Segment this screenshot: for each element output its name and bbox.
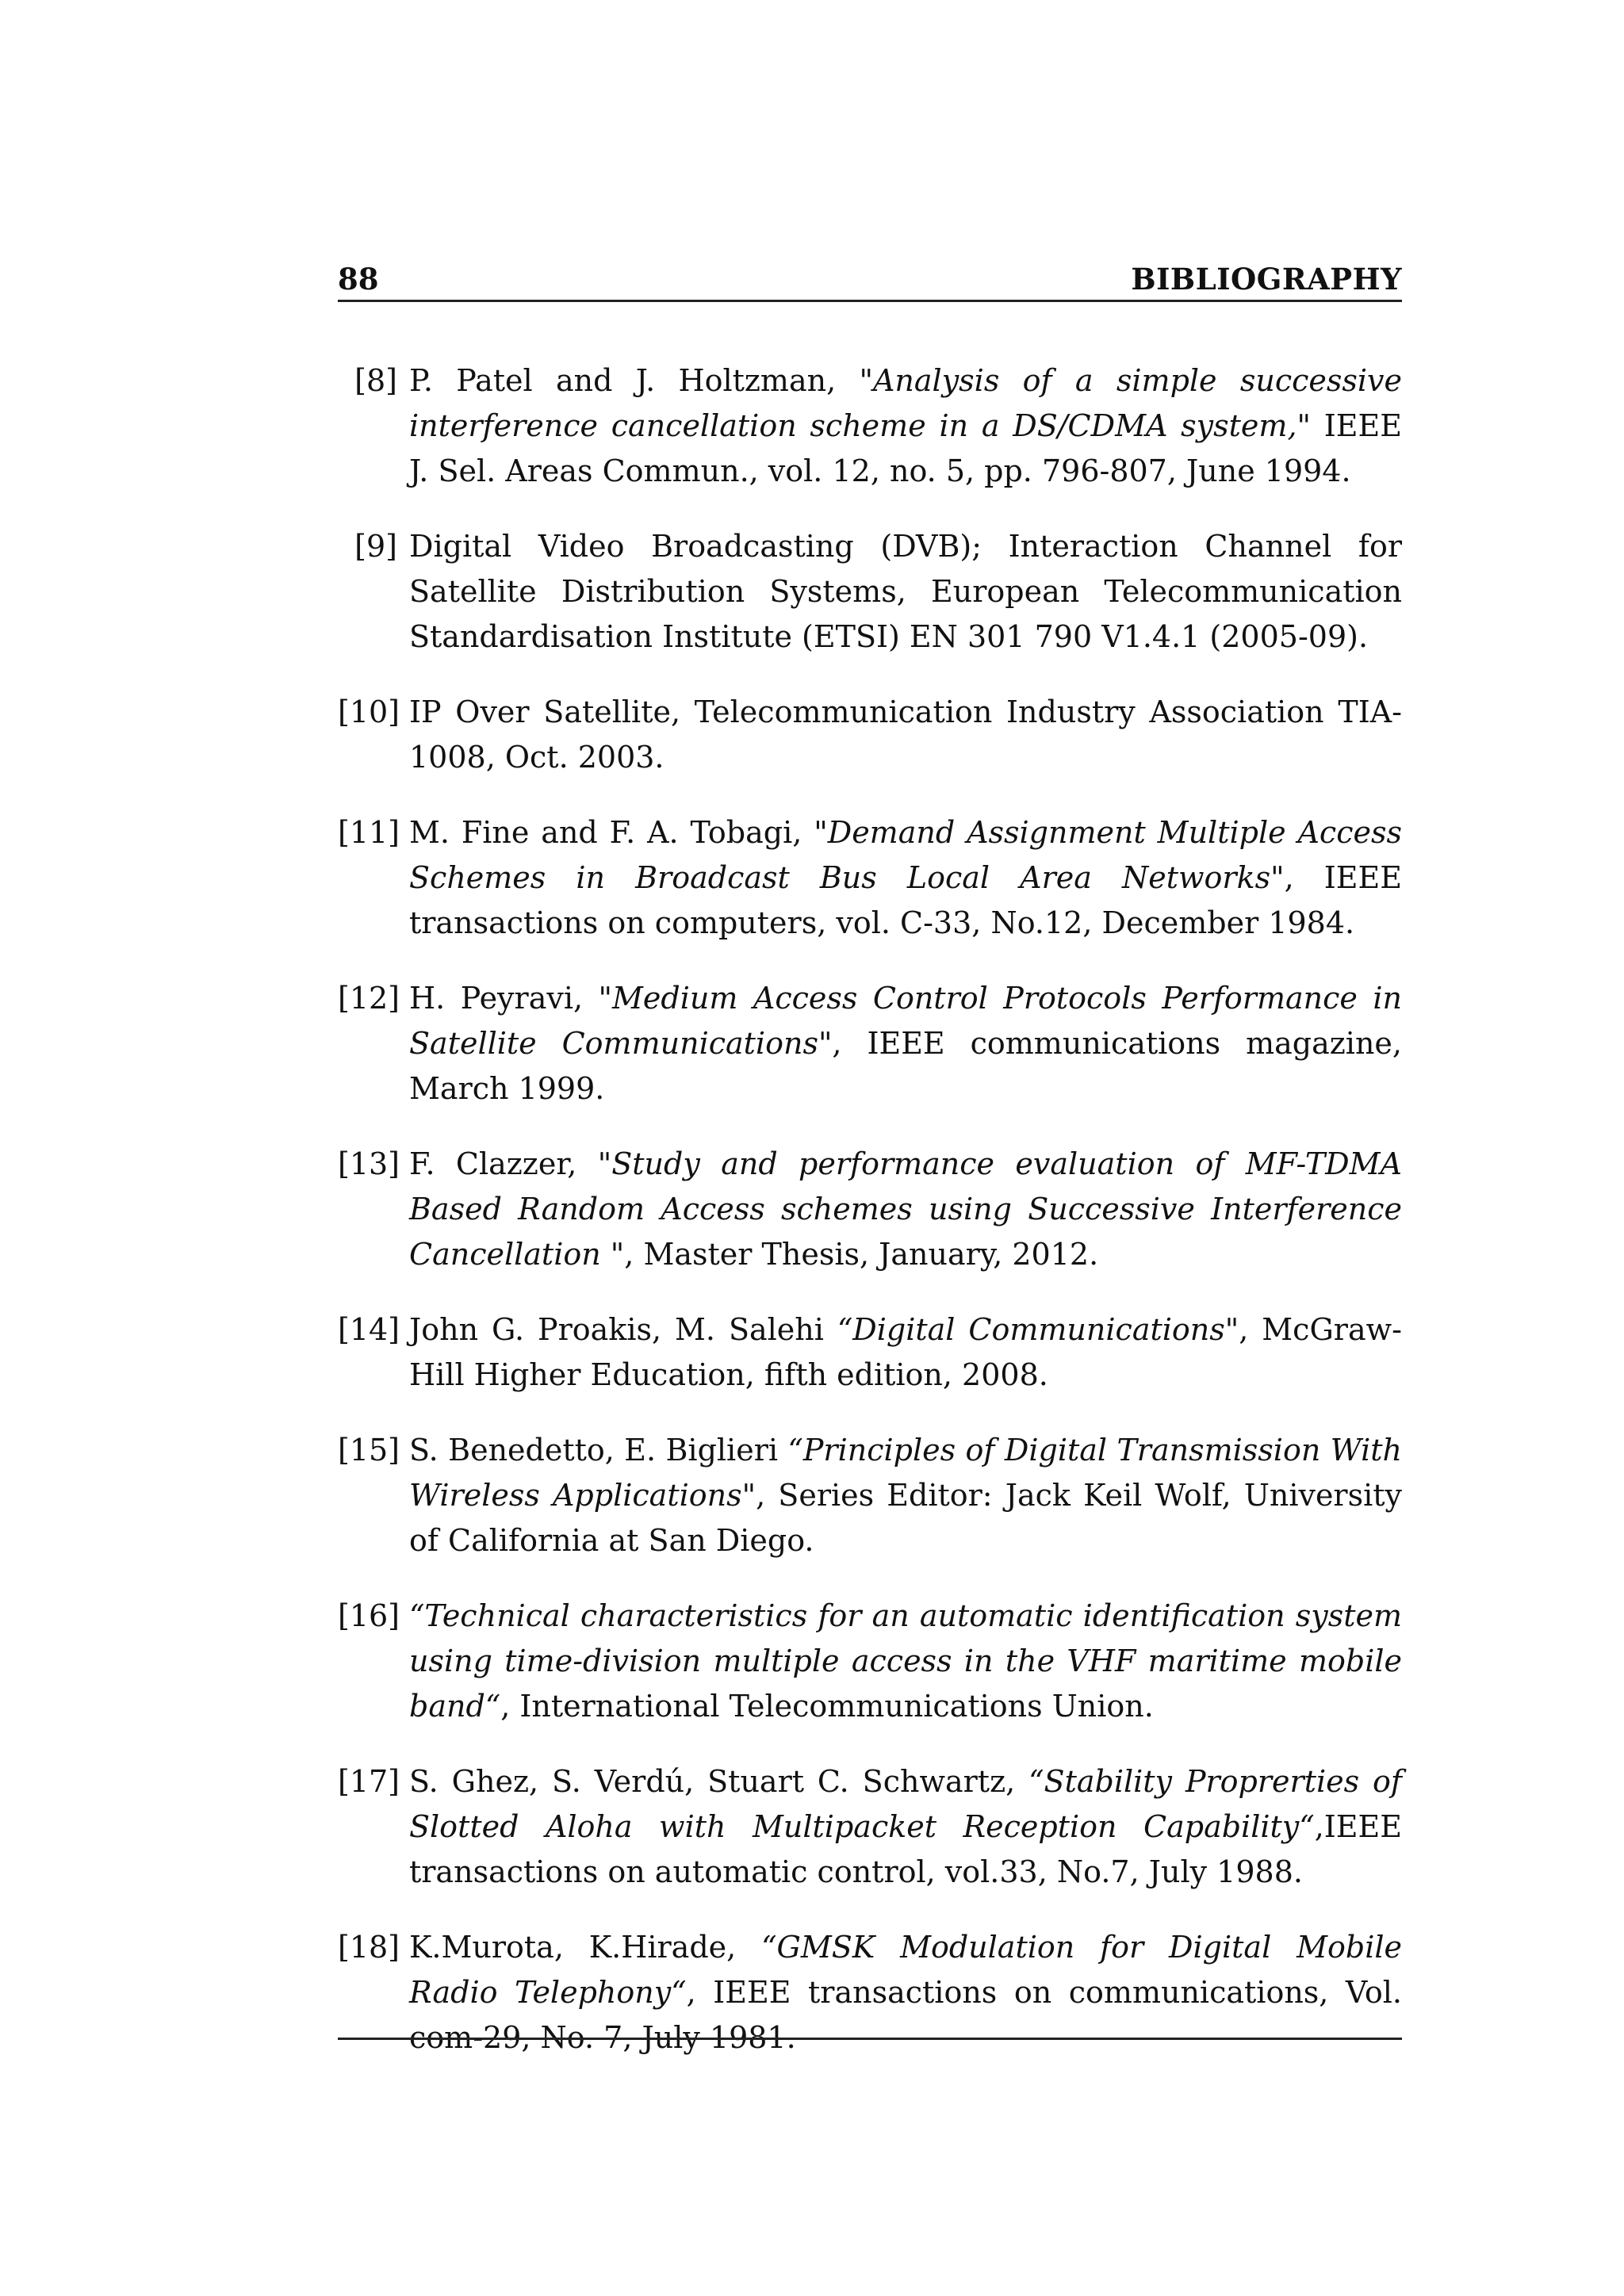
reference-text: [409, 1594, 1402, 1729]
reference-details: , Series Editor: Jack Keil Wolf, University of California at San Diego.: [409, 1478, 1402, 1558]
page-number: 88: [338, 262, 379, 297]
bibliography-entry-15: [338, 1428, 1402, 1563]
reference-details: , IEEE transactions on communications, Vol. com-29, No. 7, July 1981.: [409, 1975, 1402, 2055]
reference-text: [409, 690, 1402, 780]
footer-rule: [338, 2038, 1402, 2040]
reference-label: [8]: [354, 363, 397, 398]
reference-label: [9]: [354, 529, 397, 564]
reference-label: [15]: [338, 1433, 400, 1468]
reference-text: [409, 524, 1402, 660]
reference-title: “Principles of Digital Transmission With Wireless Applications": [409, 1433, 1402, 1513]
reference-authors: IP Over Satellite, Telecommunication Industry Association TIA-1008, Oct. 2003.: [409, 695, 1402, 775]
reference-details: IEEE J. Sel. Areas Commun., vol. 12, no. 5, pp. 796-807, June 1994.: [409, 408, 1402, 488]
reference-title: "Medium Access Control Protocols Performance in Satellite Communications": [409, 981, 1403, 1061]
reference-authors: S. Benedetto, E. Biglieri: [409, 1433, 788, 1468]
reference-text: [409, 1428, 1402, 1563]
reference-authors: John G. Proakis, M. Salehi: [409, 1312, 837, 1347]
reference-text: [409, 358, 1402, 494]
reference-authors: S. Ghez, S. Verdú, Stuart C. Schwartz,: [409, 1764, 1029, 1799]
reference-text: [409, 1307, 1402, 1398]
reference-title: "Analysis of a simple successive interference cancellation scheme in a DS/CDMA system,": [409, 363, 1402, 443]
reference-authors: K.Murota, K.Hirade,: [409, 1930, 762, 1965]
reference-title: “Technical characteristics for an automatic identification system using time-division multiple access in the VHF maritime mobile band“: [409, 1598, 1402, 1724]
reference-text: [409, 1759, 1402, 1895]
reference-text: [409, 976, 1402, 1112]
reference-title: "Demand Assignment Multiple Access Schemes in Broadcast Bus Local Area Networks": [409, 815, 1402, 895]
reference-details: ,IEEE transactions on automatic control, vol.33, No.7, July 1988.: [409, 1809, 1402, 1889]
bibliography-entry-12: [338, 976, 1402, 1112]
reference-authors: P. Patel and J. Holtzman,: [409, 363, 860, 398]
reference-title: "Study and performance evaluation of MF-TDMA Based Random Access schemes using Successive Interference Cancellation ": [409, 1146, 1402, 1272]
bibliography-entry-8: [338, 358, 1402, 494]
bibliography-list: [338, 358, 1402, 2091]
bibliography-entry-11: [338, 810, 1402, 946]
bibliography-entry-9: [338, 524, 1402, 660]
reference-authors: H. Peyravi,: [409, 981, 599, 1016]
reference-details: , International Telecommunications Union.: [500, 1689, 1154, 1724]
reference-label: [17]: [338, 1764, 400, 1799]
running-header: [338, 263, 1402, 302]
reference-authors: M. Fine and F. A. Tobagi,: [409, 815, 814, 850]
reference-details: , Master Thesis, January, 2012.: [624, 1237, 1099, 1272]
reference-details: , IEEE transactions on computers, vol. C-33, No.12, December 1984.: [409, 860, 1402, 940]
reference-details: , IEEE communications magazine, March 1999.: [409, 1026, 1402, 1106]
reference-title: “GMSK Modulation for Digital Mobile Radio Telephony“: [409, 1930, 1402, 2010]
reference-title: “Stability Proprerties of Slotted Aloha with Multipacket Reception Capability“: [409, 1764, 1402, 1844]
reference-label: [11]: [338, 815, 400, 850]
bibliography-entry-16: [338, 1594, 1402, 1729]
reference-text: [409, 1925, 1402, 2061]
reference-authors: F. Clazzer,: [409, 1146, 598, 1181]
bibliography-entry-14: [338, 1307, 1402, 1398]
reference-authors: Digital Video Broadcasting (DVB); Interaction Channel for Satellite Distribution Systems, European Telecommunication Standardisation Institute (ETSI) EN 301 790 V1.4.1 (2005-09).: [409, 529, 1402, 654]
reference-label: [14]: [338, 1312, 400, 1347]
reference-label: [18]: [338, 1930, 400, 1965]
reference-label: [16]: [338, 1598, 400, 1633]
reference-text: [409, 810, 1402, 946]
bibliography-entry-13: [338, 1142, 1402, 1277]
bibliography-entry-17: [338, 1759, 1402, 1895]
reference-details: , McGraw-Hill Higher Education, fifth edition, 2008.: [409, 1312, 1402, 1392]
reference-text: [409, 1142, 1402, 1277]
bibliography-entry-10: [338, 690, 1402, 780]
reference-label: [13]: [338, 1146, 400, 1181]
reference-title: “Digital Communications": [837, 1312, 1239, 1347]
bibliography-entry-18: [338, 1925, 1402, 2061]
reference-label: [12]: [338, 981, 400, 1016]
section-title: BIBLIOGRAPHY: [1131, 262, 1402, 297]
reference-label: [10]: [338, 695, 400, 729]
